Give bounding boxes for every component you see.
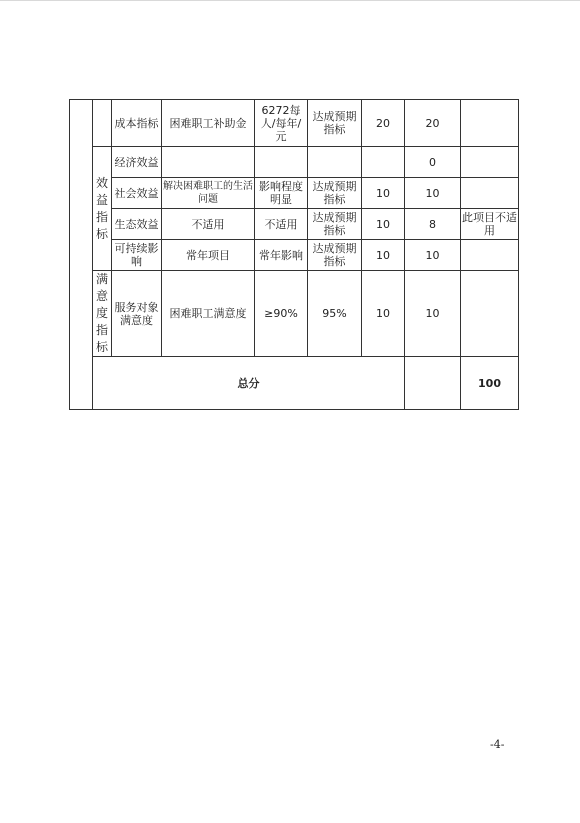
table-row-satisfaction [70, 271, 519, 357]
top-border-line [0, 0, 580, 1]
standard-cell: 达成预期指标 [308, 240, 362, 271]
remark-cell [461, 271, 519, 357]
table-row-sustainable [70, 240, 519, 271]
sub-indicator-cell: 经济效益 [112, 147, 162, 178]
target-value-cell [255, 147, 308, 178]
remark-cell [461, 100, 519, 147]
score-cell: 10 [405, 178, 461, 209]
target-value-cell: 常年影响 [255, 240, 308, 271]
score-cell: 8 [405, 209, 461, 240]
indicator-name-cell: 困难职工满意度 [162, 271, 255, 357]
blank-cell [405, 357, 461, 410]
remark-cell [461, 240, 519, 271]
table-row-total [70, 357, 519, 410]
table-row-ecological [70, 209, 519, 240]
target-value-cell: ≥90% [255, 271, 308, 357]
blank-indicator-cell [93, 100, 112, 147]
standard-cell: 达成预期指标 [308, 100, 362, 147]
benefit-indicator-label: 效益指标 [93, 147, 112, 271]
standard-cell: 达成预期指标 [308, 209, 362, 240]
weight-cell: 20 [362, 100, 405, 147]
indicator-name-cell: 困难职工补助金 [162, 100, 255, 147]
weight-cell: 10 [362, 240, 405, 271]
total-weight: 100 [461, 357, 519, 410]
indicator-name-cell [162, 147, 255, 178]
weight-cell: 10 [362, 178, 405, 209]
sub-indicator-cell: 成本指标 [112, 100, 162, 147]
indicator-name-cell: 解决困难职工的生活问题 [162, 178, 255, 209]
indicator-name-cell: 常年项目 [162, 240, 255, 271]
score-cell: 10 [405, 271, 461, 357]
weight-cell: 10 [362, 271, 405, 357]
standard-cell: 达成预期指标 [308, 178, 362, 209]
page-number: -4- [490, 738, 505, 751]
sub-indicator-cell: 社会效益 [112, 178, 162, 209]
table-row-economic [70, 147, 519, 178]
score-cell: 0 [405, 147, 461, 178]
score-cell: 10 [405, 240, 461, 271]
table-row-cost [70, 100, 519, 147]
target-value-cell: 影响程度明显 [255, 178, 308, 209]
total-label: 总分 [93, 357, 405, 410]
remark-cell: 此项目不适用 [461, 209, 519, 240]
outer-category-cell [70, 100, 93, 410]
standard-cell: 95% [308, 271, 362, 357]
remark-cell [461, 147, 519, 178]
sub-indicator-cell: 可持续影响 [112, 240, 162, 271]
weight-cell: 10 [362, 209, 405, 240]
sub-indicator-cell: 服务对象满意度 [112, 271, 162, 357]
target-value-cell: 不适用 [255, 209, 308, 240]
sub-indicator-cell: 生态效益 [112, 209, 162, 240]
score-cell: 20 [405, 100, 461, 147]
standard-cell [308, 147, 362, 178]
satisfaction-indicator-label: 满意度指标 [93, 271, 112, 357]
weight-cell [362, 147, 405, 178]
target-value-cell: 6272每人/每年/元 [255, 100, 308, 147]
table-row-social [70, 178, 519, 209]
remark-cell [461, 178, 519, 209]
indicator-name-cell: 不适用 [162, 209, 255, 240]
performance-table [69, 99, 519, 410]
